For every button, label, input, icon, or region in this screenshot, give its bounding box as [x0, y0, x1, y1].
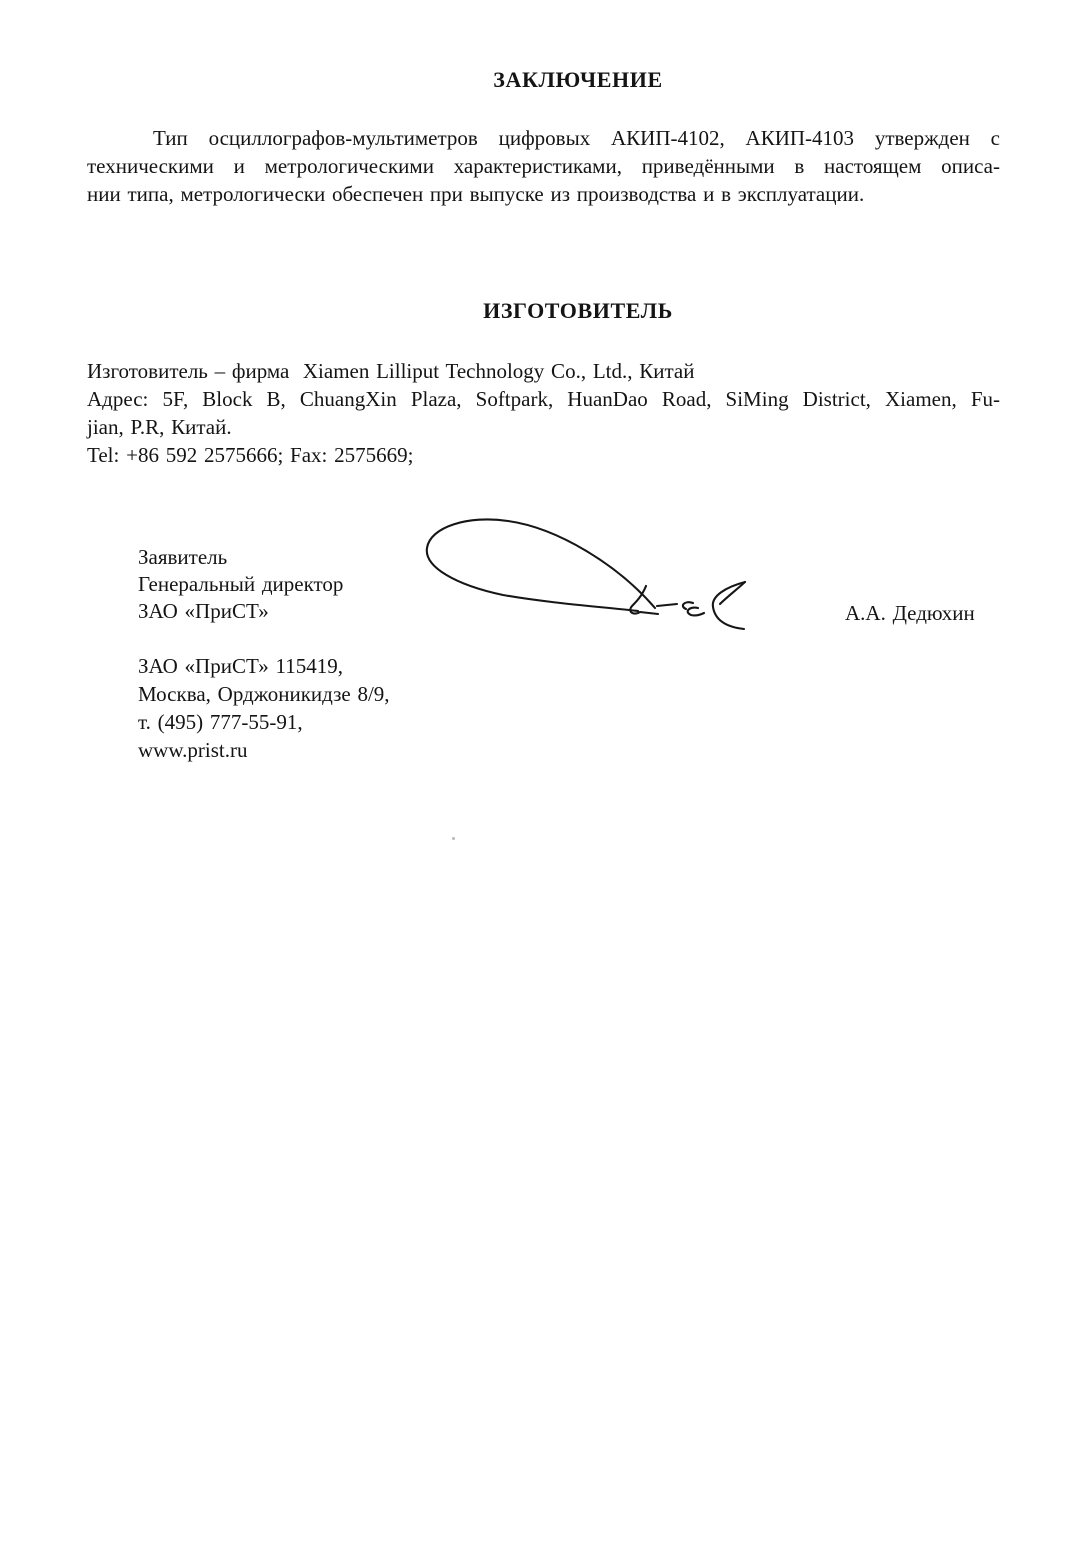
manufacturer-info-line: Tel: +86 592 2575666; Fax: 2575669; [87, 443, 414, 467]
company-contact-block [138, 652, 390, 764]
handwritten-signature [408, 503, 758, 638]
conclusion-paragraph-line: Тип осциллографов-мультиметров цифровых АКИП-4102, АКИП-4103 утвержден с [153, 126, 1000, 150]
company-contact-line: Москва, Орджоникидзе 8/9, [138, 682, 390, 706]
manufacturer-info-line: Адрес: 5F, Block B, ChuangXin Plaza, Softpark, HuanDao Road, SiMing District, Xiamen, Fu- [87, 387, 1000, 411]
manufacturer-info-line: jian, P.R, Китай. [87, 415, 232, 439]
applicant-block [138, 544, 343, 625]
conclusion-paragraph-line: техническими и метрологическими характеристиками, приведёнными в настоящем описа- [87, 154, 1000, 178]
signatory-name: А.А. Дедюхин [845, 601, 975, 625]
manufacturer-info [87, 357, 1000, 469]
applicant-line: Заявитель [138, 545, 228, 569]
company-contact-line: www.prist.ru [138, 738, 248, 762]
applicant-line: ЗАО «ПриСТ» [138, 599, 269, 623]
conclusion-paragraph-line: нии типа, метрологически обеспечен при выпуске из производства и в эксплуатации. [87, 182, 865, 206]
company-contact-line: ЗАО «ПриСТ» 115419, [138, 654, 343, 678]
manufacturer-heading: ИЗГОТОВИТЕЛЬ [483, 298, 673, 323]
conclusion-heading: ЗАКЛЮЧЕНИЕ [493, 67, 663, 92]
applicant-line: Генеральный директор [138, 572, 344, 596]
conclusion-paragraph [87, 124, 1000, 208]
scan-speck [452, 837, 455, 840]
company-contact-line: т. (495) 777-55-91, [138, 710, 303, 734]
manufacturer-info-line: Изготовитель – фирма Xiamen Lilliput Technology Co., Ltd., Китай [87, 359, 695, 383]
